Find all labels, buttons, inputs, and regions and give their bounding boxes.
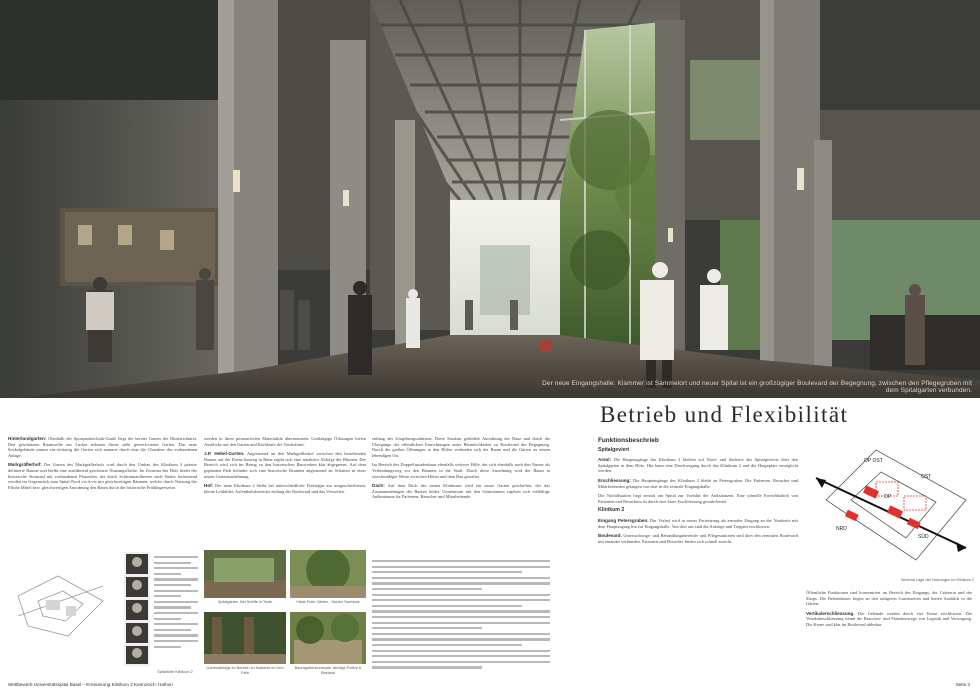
paragraph <box>598 478 798 489</box>
page-title: Betrieb und Flexibilität <box>600 402 849 427</box>
paragraph-text: werden in ihren prononcierten Materialität übernommen. Großzügige Öffnungen bieten Ausblicke auf den Garten und Bachläufe der Vorderfront. <box>204 436 366 447</box>
subsection-heading: Klinikum 2 <box>598 507 625 514</box>
paragraph-text: Der neue Klinikum 2 bleibt bei unterschiedliche Freitreppe aus umgeschriebenen, kleine Leitbilder, Aufenthaltsbereiche entlang der Boulevard und das Verweilen. <box>204 483 366 494</box>
diagram-label: OST <box>921 474 932 480</box>
text-column-4 <box>598 436 798 548</box>
paragraph <box>372 483 550 500</box>
photo-caption: Vitale Freie Gärten - Garten Sachlose <box>296 600 360 604</box>
paragraph <box>806 611 972 628</box>
portrait-legend <box>154 552 198 666</box>
photo-caption: Spitalgärten, Bei Sciliffe in Teufe <box>217 600 273 604</box>
paragraph-text: Angrenzend an den Markgräflerhof zwischen den bestehenden Bauten auf der Ebene hinweg in Ruhe ergibt sich eine attraktive Abfolge der Blumen. Der Bereich wird sich im Bezug zu den historischen Bauwerken klar abgegrenzt. Auf dem geplanten Park befindet sich eine historische Brunnen angrenzend an Schatten in einer neuen Gartenausdehnung. <box>204 451 366 479</box>
text-column-1 <box>8 436 197 494</box>
garden-photo-1 <box>204 550 286 598</box>
paragraph <box>598 518 798 529</box>
paragraph-lead: Vertikalerschliessung. <box>806 610 855 616</box>
paragraph <box>204 451 366 479</box>
photo-caption: Gartenabfolge im Bereich zu Kastanie im Drei Felle <box>206 666 284 675</box>
garden-photo-4 <box>290 612 366 664</box>
paragraph-lead: Areal: <box>598 457 612 463</box>
subsection-heading: Spitalgeviert <box>598 446 630 453</box>
paragraph-lead: Erschliessung: <box>598 477 631 483</box>
function-diagram <box>806 430 974 580</box>
footer-left: Wettbewerb Universitätsspital Basel – Erneuerung Klinikum 2 Kennzeich: Hathori <box>8 682 173 687</box>
paragraph-text: Der Garten des Markgräflerhofs wird durch den Umbau des Klinikum 2 präzise definierte Raume und bleibt eine ausführend geschützte Nutzungsfläche. Im Zentrum des Hofs findet der historische Steinsaal mit vorhandenen Platzerlen, der durch Schirmmaulbeeren nach Süden fortsetzend werden im Gegenstück zum Spital-Nord vis-à-vis mit gleichwertigen Bäumen, welche durch Nutzung der Fläche Mittel bzw. gleichwertigen Anordnung den Raum durch die historische Frühlingerweise. <box>8 462 197 490</box>
paragraph-text: Untersuchungs- und Behandlungsbereiche und Pflegestationen sind über den zentralen Boulevard mit einander verbunden. Patienten und Besucher finden sich schnell zurecht. <box>598 533 798 544</box>
photo-caption: Baumgartenkonzepte, Abfolge Poetry & Bestand <box>294 666 362 675</box>
paragraph-text: Die Haupteingänge des Klinikum 2 bleibt an Petersgraben. Die Patienten, Besucher und Mitarbeitenden gelangen von dort in die zentrale Eingangshalle. <box>598 477 798 489</box>
paragraph-text: Der Vorhof wird in seiner Fortsetzung als zentraler Eingang an der Nordseite mit dem Hauptzugang hin zur Eingangshalle. Von dort aus sind die Aufzüge und Treppen erschlossen. <box>598 517 798 529</box>
diagram-caption: Schema Lage der Nutzungen im Klinikum 2 <box>900 578 974 582</box>
paragraph-lead: Hinterlandgarten: <box>8 436 47 441</box>
hero-caption: Der neue Eingangshalle: Klammer ist Sammelort und neuer Spital ist ein großzügiger Boulevard der Begegnung, zwischen den Pflegegruben mit dem Spitalgarten verbunden. <box>542 380 972 394</box>
diagram-label: OP <box>884 494 892 500</box>
paragraph-text: Oberhalb der Sportparktechnik-Garde liegt der bereits Garten der Hinterrichtarzt. Den geschützten Raumwelle aus Lücker nehmen dieser steht gewerk-tierter Garten. Das neue Sockelgebäude nimmt ein-/trittartig die Garten sich anmutet durch eine die Charakter des vorhandenen Anlage. <box>8 436 197 458</box>
site-plan <box>8 556 116 654</box>
site-plan-caption: Spitalhöfe Klinikum 2 <box>157 670 193 674</box>
paragraph-text: Öffentliche Funktionen sind konzentriert im Bereich des Eingangs, der Cafeteria und der Shops. Die Bettenhäuser liegen an den ruhigeren Gartenseiten und bieten Ausblick in die Gärten. <box>806 590 972 607</box>
text-block-placeholder <box>372 560 550 672</box>
portrait-strip <box>124 552 150 666</box>
diagram-label: OP OST <box>864 458 883 464</box>
text-column-3 <box>372 436 550 504</box>
paragraph <box>598 533 798 544</box>
diagram-label: NRD <box>836 526 847 532</box>
diagram-label: SÜD <box>918 534 929 540</box>
paragraph <box>8 436 197 458</box>
paragraph-text: Die Hauptzugänge des Klinikum 2 bleiben auf Nord- und Südseite des Spitalgevierts über den Spitalgarten in dem Höfe. Hin kann eine Durchwegung durch das Klinikum 2 und die Hauptplatz ermöglicht werden. <box>598 457 798 474</box>
garden-photo-2 <box>290 550 366 598</box>
paragraph-lead: Hof: <box>204 483 214 489</box>
paragraph-lead: Dach: <box>372 483 385 489</box>
paragraph <box>204 483 366 494</box>
paragraph-lead: Markgräflerhof: <box>8 462 42 468</box>
paragraph-lead: Boulevard. <box>598 533 622 539</box>
paragraph <box>598 457 798 474</box>
paragraph-lead: Eingang Petersgraben. <box>598 517 649 523</box>
section-heading: Funktionsbeschrieb <box>598 437 659 444</box>
paragraph-text: entlang des Umgebungsrahmens. Diese Struktur gebildete Anordnung der Baue und durch die Übergänge der öffentlichen Einrichtungen unter Räumlichkeiten zu Boulevard der Begegnung. Durch die großen Öffnungen in den Höfen verbinden sich der Raum und die Gärten zu einem lebendigen Ort. <box>372 436 550 458</box>
paragraph-lead: J.P. Hebel-Garten. <box>204 451 245 457</box>
garden-photo-3 <box>204 612 286 664</box>
paragraph-text: Die Gebäude werden durch vier Kerne erschlossen. Die Vertikalerschliessung trennt die Besucher- und Patientenwege von Logistik und Versorgung. Die Kerne sind klar im Boulevard ablesbar. <box>806 610 972 627</box>
paragraph-text: Auf dem Dach des neuen Klinikums wird ein neuer Garten geschaffen, der das Zusammenhängen der Bauten bildet. Gemeinsam mit den Grünräumen ergeben sich vielfältige Außenräume für Patienten, Besucher und Mitarbeitende. <box>372 483 550 500</box>
paragraph-text: Die Notfallstation liegt zentral am Spital zur Vorfahrt der Ambulanzen. Eine schnelle Erreichbarkeit von Patienten und Besuchern ist durch eine klare Erschliessung gewährleistet. <box>598 493 798 504</box>
paragraph <box>8 462 197 490</box>
page-number: Seite 3 <box>955 682 970 687</box>
paragraph-text: Im Bereich des Doppelfassadenbaus ebenfalls weiterer Hilfe, der sich ebenfalls nach den Nutzer als Verbindungsweg vor den Bäumen in die Stadt. Durch diese Anordnung wird der Raum in zweckmäßiger Weise zwischen Höfen und dem Bau gestaltet. <box>372 462 550 479</box>
text-column-5 <box>806 590 972 632</box>
text-column-2 <box>204 436 366 498</box>
